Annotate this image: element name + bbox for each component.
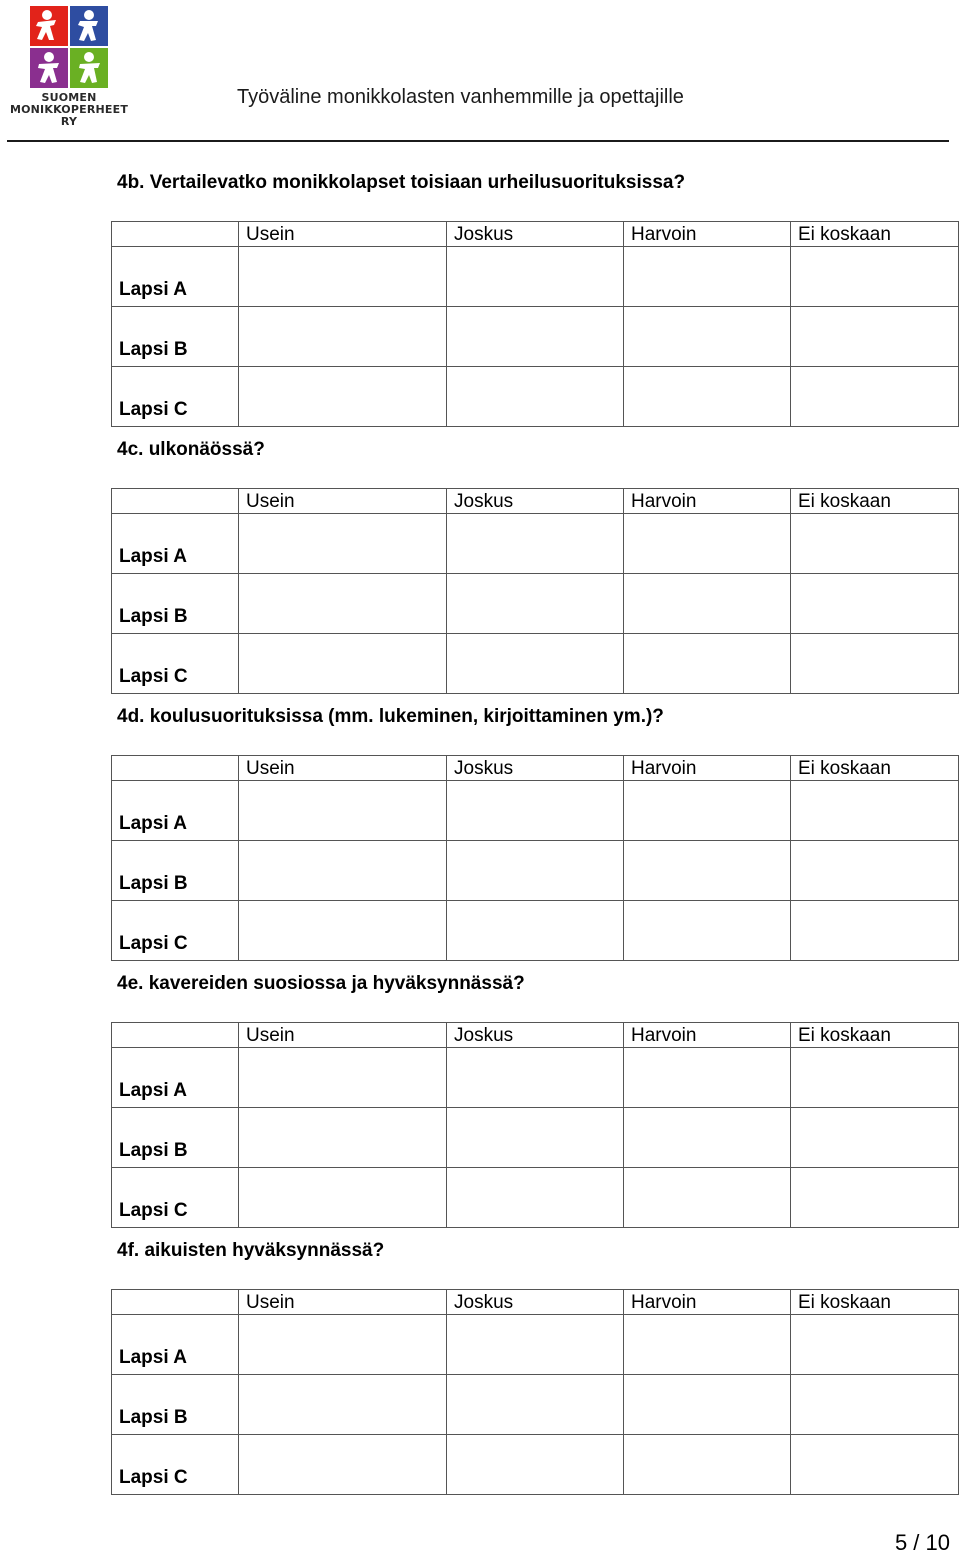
answer-cell-harvoin[interactable] — [624, 841, 791, 901]
answer-cell-harvoin[interactable] — [624, 1168, 791, 1228]
answer-cell-joskus[interactable] — [447, 514, 624, 574]
column-header-harvoin: Harvoin — [624, 1290, 791, 1315]
column-header-ei-koskaan: Ei koskaan — [791, 222, 959, 247]
answer-cell-joskus[interactable] — [447, 307, 624, 367]
column-header-ei-koskaan: Ei koskaan — [791, 489, 959, 514]
answer-cell-harvoin[interactable] — [624, 781, 791, 841]
logo-line-2: MONIKKOPERHEET RY — [9, 103, 129, 128]
header-blank-cell — [112, 489, 239, 514]
answer-cell-harvoin[interactable] — [624, 1048, 791, 1108]
column-header-joskus: Joskus — [447, 1290, 624, 1315]
answer-cell-usein[interactable] — [239, 574, 447, 634]
column-header-joskus: Joskus — [447, 756, 624, 781]
answer-cell-joskus[interactable] — [447, 901, 624, 961]
column-header-joskus: Joskus — [447, 222, 624, 247]
question-title-4c: 4c. ulkonäössä? — [117, 439, 265, 460]
row-label-lapsi-b: Lapsi B — [112, 307, 239, 367]
answer-cell-ei-koskaan[interactable] — [791, 1168, 959, 1228]
table-row — [112, 1375, 959, 1435]
column-header-usein: Usein — [239, 756, 447, 781]
table-row — [112, 1168, 959, 1228]
header-blank-cell — [112, 222, 239, 247]
column-header-harvoin: Harvoin — [624, 1023, 791, 1048]
table-header-row — [112, 1023, 959, 1048]
answer-cell-joskus[interactable] — [447, 247, 624, 307]
row-label-lapsi-b: Lapsi B — [112, 574, 239, 634]
answer-cell-ei-koskaan[interactable] — [791, 841, 959, 901]
answer-cell-usein[interactable] — [239, 307, 447, 367]
answer-cell-ei-koskaan[interactable] — [791, 634, 959, 694]
answer-cell-joskus[interactable] — [447, 1375, 624, 1435]
row-label-lapsi-a: Lapsi A — [112, 781, 239, 841]
answer-cell-harvoin[interactable] — [624, 1375, 791, 1435]
answer-cell-usein[interactable] — [239, 781, 447, 841]
answer-table-4d — [111, 755, 959, 961]
answer-cell-usein[interactable] — [239, 247, 447, 307]
answer-cell-ei-koskaan[interactable] — [791, 247, 959, 307]
answer-cell-harvoin[interactable] — [624, 1315, 791, 1375]
column-header-ei-koskaan: Ei koskaan — [791, 1023, 959, 1048]
column-header-usein: Usein — [239, 1023, 447, 1048]
row-label-lapsi-c: Lapsi C — [112, 1435, 239, 1495]
table-row — [112, 901, 959, 961]
header-blank-cell — [112, 1023, 239, 1048]
table-row — [112, 1048, 959, 1108]
answer-cell-joskus[interactable] — [447, 1168, 624, 1228]
answer-cell-ei-koskaan[interactable] — [791, 1375, 959, 1435]
column-header-joskus: Joskus — [447, 1023, 624, 1048]
answer-cell-joskus[interactable] — [447, 781, 624, 841]
answer-cell-ei-koskaan[interactable] — [791, 307, 959, 367]
table-row — [112, 247, 959, 307]
answer-table-4e — [111, 1022, 959, 1228]
table-row — [112, 367, 959, 427]
column-header-usein: Usein — [239, 1290, 447, 1315]
answer-cell-harvoin[interactable] — [624, 1435, 791, 1495]
answer-cell-ei-koskaan[interactable] — [791, 781, 959, 841]
table-header-row — [112, 756, 959, 781]
header-blank-cell — [112, 1290, 239, 1315]
table-row — [112, 781, 959, 841]
answer-cell-harvoin[interactable] — [624, 367, 791, 427]
row-label-lapsi-a: Lapsi A — [112, 514, 239, 574]
column-header-harvoin: Harvoin — [624, 222, 791, 247]
table-header-row — [112, 222, 959, 247]
question-title-4e: 4e. kavereiden suosiossa ja hyväksynnässä? — [117, 973, 525, 994]
answer-cell-ei-koskaan[interactable] — [791, 1315, 959, 1375]
answer-cell-harvoin[interactable] — [624, 1108, 791, 1168]
answer-cell-joskus[interactable] — [447, 574, 624, 634]
answer-cell-usein[interactable] — [239, 1435, 447, 1495]
answer-cell-ei-koskaan[interactable] — [791, 367, 959, 427]
column-header-usein: Usein — [239, 222, 447, 247]
answer-cell-harvoin[interactable] — [624, 574, 791, 634]
page-number: 5 / 10 — [894, 1530, 950, 1555]
answer-cell-joskus[interactable] — [447, 634, 624, 694]
column-header-ei-koskaan: Ei koskaan — [791, 1290, 959, 1315]
row-label-lapsi-a: Lapsi A — [112, 1315, 239, 1375]
answer-cell-usein[interactable] — [239, 1375, 447, 1435]
question-title-4b: 4b. Vertailevatko monikkolapset toisiaan urheilusuorituksissa? — [117, 172, 686, 193]
question-title-4d: 4d. koulusuorituksissa (mm. lukeminen, kirjoittaminen ym.)? — [117, 706, 664, 727]
answer-cell-ei-koskaan[interactable] — [791, 514, 959, 574]
table-row — [112, 307, 959, 367]
answer-cell-joskus[interactable] — [447, 1048, 624, 1108]
answer-cell-usein[interactable] — [239, 1168, 447, 1228]
row-label-lapsi-b: Lapsi B — [112, 841, 239, 901]
row-label-lapsi-b: Lapsi B — [112, 1108, 239, 1168]
logo-line-1: SUOMEN — [41, 91, 97, 104]
answer-cell-joskus[interactable] — [447, 367, 624, 427]
answer-cell-usein[interactable] — [239, 1108, 447, 1168]
column-header-joskus: Joskus — [447, 489, 624, 514]
answer-cell-harvoin[interactable] — [624, 514, 791, 574]
answer-cell-harvoin[interactable] — [624, 307, 791, 367]
column-header-ei-koskaan: Ei koskaan — [791, 756, 959, 781]
row-label-lapsi-c: Lapsi C — [112, 901, 239, 961]
answer-cell-harvoin[interactable] — [624, 247, 791, 307]
table-row — [112, 574, 959, 634]
row-label-lapsi-c: Lapsi C — [112, 634, 239, 694]
table-row — [112, 841, 959, 901]
twins-logo-icon — [30, 6, 108, 88]
answer-cell-harvoin[interactable] — [624, 634, 791, 694]
table-row — [112, 514, 959, 574]
row-label-lapsi-a: Lapsi A — [112, 247, 239, 307]
answer-cell-usein[interactable] — [239, 514, 447, 574]
answer-cell-usein[interactable] — [239, 1315, 447, 1375]
answer-cell-usein[interactable] — [239, 634, 447, 694]
answer-cell-joskus[interactable] — [447, 841, 624, 901]
answer-cell-ei-koskaan[interactable] — [791, 901, 959, 961]
column-header-usein: Usein — [239, 489, 447, 514]
answer-cell-ei-koskaan[interactable] — [791, 574, 959, 634]
answer-cell-usein[interactable] — [239, 841, 447, 901]
answer-cell-ei-koskaan[interactable] — [791, 1108, 959, 1168]
header-divider — [7, 140, 949, 142]
answer-cell-ei-koskaan[interactable] — [791, 1435, 959, 1495]
answer-cell-joskus[interactable] — [447, 1315, 624, 1375]
answer-cell-usein[interactable] — [239, 367, 447, 427]
table-header-row — [112, 1290, 959, 1315]
question-title-4f: 4f. aikuisten hyväksynnässä? — [117, 1240, 385, 1261]
header-blank-cell — [112, 756, 239, 781]
header-title: Työväline monikkolasten vanhemmille ja opettajille — [237, 86, 684, 108]
row-label-lapsi-a: Lapsi A — [112, 1048, 239, 1108]
organization-logo — [2, 4, 136, 128]
answer-cell-joskus[interactable] — [447, 1108, 624, 1168]
answer-cell-usein[interactable] — [239, 1048, 447, 1108]
table-row — [112, 634, 959, 694]
answer-table-4b — [111, 221, 959, 427]
answer-cell-joskus[interactable] — [447, 1435, 624, 1495]
table-row — [112, 1435, 959, 1495]
answer-cell-usein[interactable] — [239, 901, 447, 961]
row-label-lapsi-c: Lapsi C — [112, 367, 239, 427]
answer-cell-harvoin[interactable] — [624, 901, 791, 961]
row-label-lapsi-c: Lapsi C — [112, 1168, 239, 1228]
table-row — [112, 1108, 959, 1168]
answer-table-4c — [111, 488, 959, 694]
table-header-row — [112, 489, 959, 514]
answer-table-4f — [111, 1289, 959, 1495]
logo-text — [2, 92, 136, 128]
row-label-lapsi-b: Lapsi B — [112, 1375, 239, 1435]
table-row — [112, 1315, 959, 1375]
column-header-harvoin: Harvoin — [624, 489, 791, 514]
column-header-harvoin: Harvoin — [624, 756, 791, 781]
answer-cell-ei-koskaan[interactable] — [791, 1048, 959, 1108]
